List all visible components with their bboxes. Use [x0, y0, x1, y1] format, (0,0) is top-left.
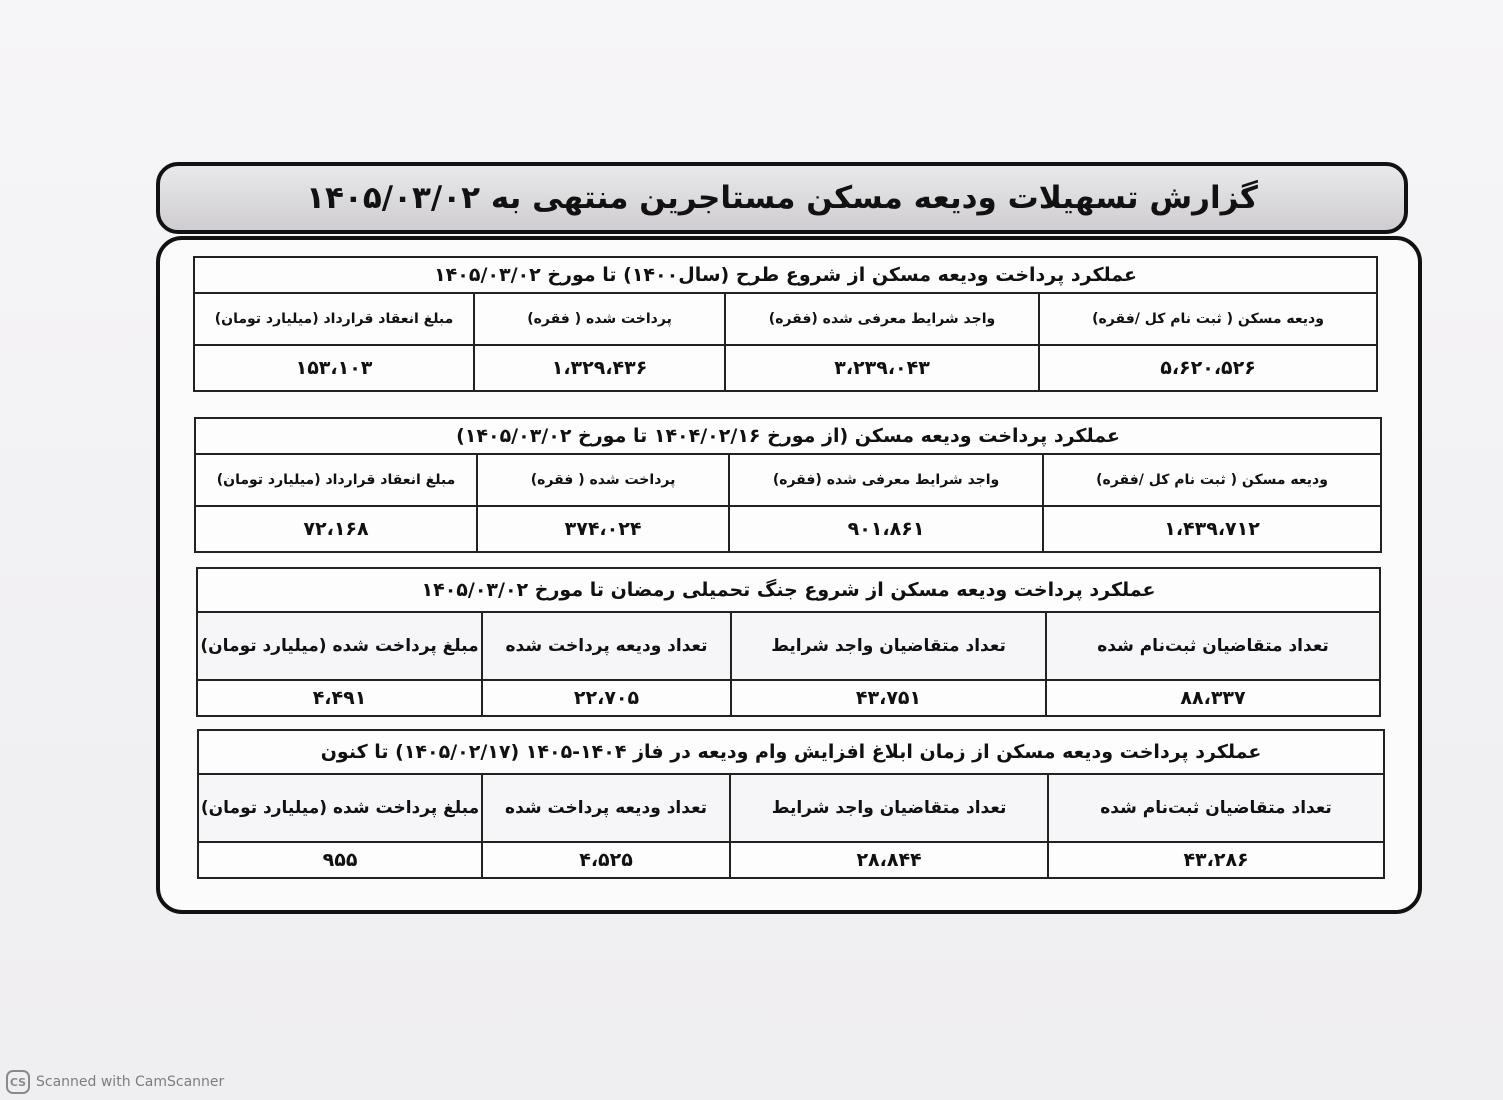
header-registered-applicants: تعداد متقاضیان ثبت‌نام شده: [1046, 612, 1380, 680]
table-header-row: [194, 293, 1377, 345]
table-row: [195, 506, 1381, 552]
header-eligible-introduced: واجد شرایط معرفی شده (فقره): [729, 454, 1043, 506]
table-since-1404-02-16: [194, 417, 1382, 553]
table-row: [197, 680, 1380, 716]
report-title: گزارش تسهیلات ودیعه مسکن مستاجرین منتهی به ۱۴۰۵/۰۳/۰۲: [306, 180, 1258, 216]
table-header-row: [197, 612, 1380, 680]
section-title: عملکرد پرداخت ودیعه مسکن از شروع طرح (سال۱۴۰۰) تا مورخ ۱۴۰۵/۰۳/۰۲: [194, 257, 1377, 293]
value-paid: ۳۷۴،۰۲۴: [477, 506, 729, 552]
header-paid: پرداخت شده ( فقره): [474, 293, 725, 345]
header-total-registered: ودیعه مسکن ( ثبت نام کل /فقره): [1043, 454, 1381, 506]
section-title: عملکرد پرداخت ودیعه مسکن (از مورخ ۱۴۰۴/۰۲/۱۶ تا مورخ ۱۴۰۵/۰۳/۰۲): [195, 418, 1381, 454]
header-registered-applicants: تعداد متقاضیان ثبت‌نام شده: [1048, 774, 1384, 842]
header-contract-amount: مبلغ انعقاد قرارداد (میلیارد تومان): [194, 293, 474, 345]
table-header-row: [198, 774, 1384, 842]
header-amount-paid: مبلغ پرداخت شده (میلیارد تومان): [198, 774, 482, 842]
header-eligible-applicants: تعداد متقاضیان واجد شرایط: [731, 612, 1046, 680]
table-since-ramadan-war: [196, 567, 1381, 717]
header-eligible-applicants: تعداد متقاضیان واجد شرایط: [730, 774, 1048, 842]
header-contract-amount: مبلغ انعقاد قرارداد (میلیارد تومان): [195, 454, 477, 506]
value-paid: ۱،۳۲۹،۴۳۶: [474, 345, 725, 391]
section-title: عملکرد پرداخت ودیعه مسکن از شروع جنگ تحمیلی رمضان تا مورخ ۱۴۰۵/۰۳/۰۲: [197, 568, 1380, 612]
header-deposits-paid: تعداد ودیعه پرداخت شده: [482, 612, 731, 680]
value-contract-amount: ۷۲،۱۶۸: [195, 506, 477, 552]
header-amount-paid: مبلغ پرداخت شده (میلیارد تومان): [197, 612, 482, 680]
value-total-registered: ۵،۶۲۰،۵۲۶: [1039, 345, 1377, 391]
value-contract-amount: ۱۵۳،۱۰۳: [194, 345, 474, 391]
value-amount-paid: ۴،۴۹۱: [197, 680, 482, 716]
report-title-banner: [156, 162, 1408, 234]
section-title: عملکرد پرداخت ودیعه مسکن از زمان ابلاغ افزایش وام ودیعه در فاز ۱۴۰۴-۱۴۰۵ (۱۴۰۵/۰۲/۱۷) تا کنون: [198, 730, 1384, 774]
value-amount-paid: ۹۵۵: [198, 842, 482, 878]
table-header-row: [195, 454, 1381, 506]
value-deposits-paid: ۲۲،۷۰۵: [482, 680, 731, 716]
camscanner-watermark: [6, 1068, 224, 1096]
value-total-registered: ۱،۴۳۹،۷۱۲: [1043, 506, 1381, 552]
table-since-plan-start: [193, 256, 1378, 392]
value-eligible-applicants: ۲۸،۸۴۴: [730, 842, 1048, 878]
watermark-text: Scanned with CamScanner: [36, 1074, 225, 1090]
value-eligible-introduced: ۹۰۱،۸۶۱: [729, 506, 1043, 552]
camscanner-logo-icon: CS: [6, 1070, 30, 1094]
value-deposits-paid: ۴،۵۲۵: [482, 842, 730, 878]
value-registered-applicants: ۴۳،۲۸۶: [1048, 842, 1384, 878]
value-eligible-applicants: ۴۳،۷۵۱: [731, 680, 1046, 716]
header-paid: پرداخت شده ( فقره): [477, 454, 729, 506]
header-deposits-paid: تعداد ودیعه پرداخت شده: [482, 774, 730, 842]
value-registered-applicants: ۸۸،۳۳۷: [1046, 680, 1380, 716]
header-total-registered: ودیعه مسکن ( ثبت نام کل /فقره): [1039, 293, 1377, 345]
table-row: [198, 842, 1384, 878]
table-row: [194, 345, 1377, 391]
header-eligible-introduced: واجد شرایط معرفی شده (فقره): [725, 293, 1039, 345]
value-eligible-introduced: ۳،۲۳۹،۰۴۳: [725, 345, 1039, 391]
table-since-loan-increase: [197, 729, 1385, 879]
